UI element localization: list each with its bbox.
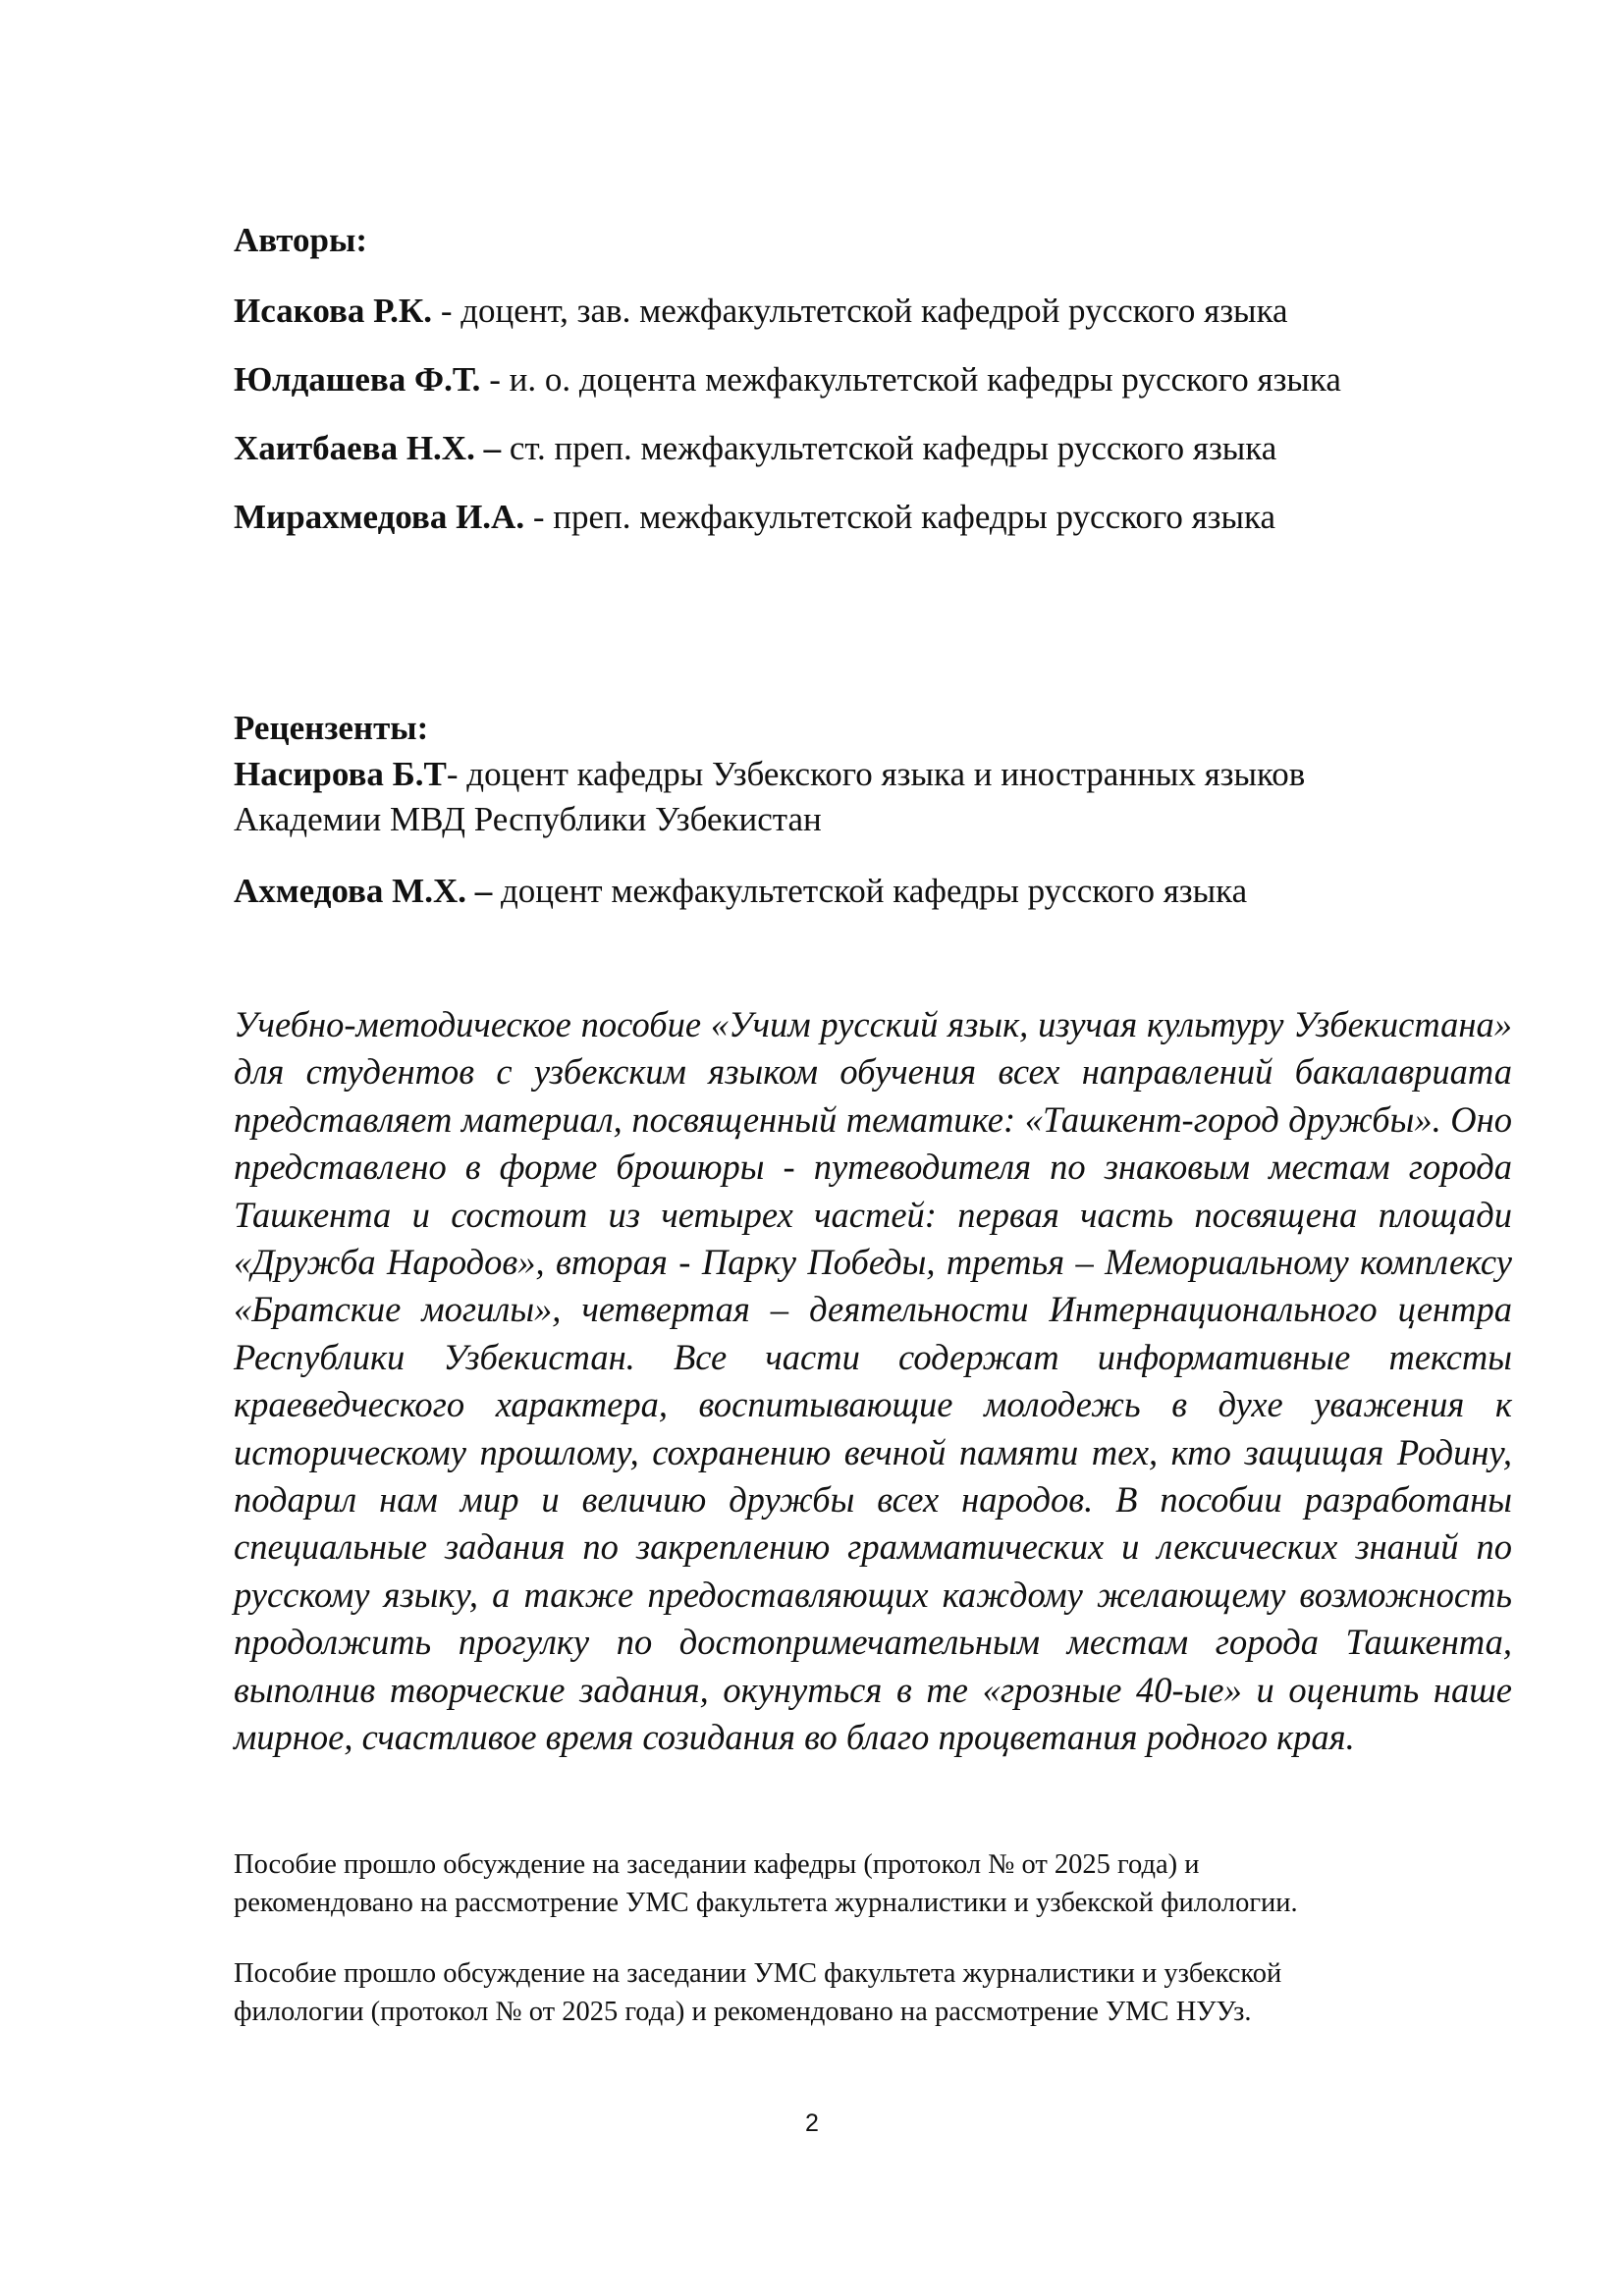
note-line: Пособие прошло обсуждение на заседании кафедры (протокол № от 2025 года) и [234, 1849, 1200, 1880]
author-name: Юлдашева Ф.Т. [234, 360, 481, 399]
authors-heading: Авторы: [234, 221, 367, 259]
reviewer-name: Насирова Б.Т [234, 755, 447, 793]
reviewer-role: - доцент кафедры Узбекского языка и иностранных языков [446, 755, 1306, 793]
author-name: Хаитбаева Н.Х. – [234, 429, 502, 467]
author-role: ст. преп. межфакультетской кафедры русского языка [501, 429, 1277, 467]
note-line: филологии (протокол № от 2025 года) и рекомендовано на рассмотрение УМС НУУз. [234, 1997, 1252, 2027]
author-line [234, 498, 1510, 537]
author-line [234, 292, 1510, 331]
author-role: - и. о. доцента межфакультетской кафедры русского языка [480, 360, 1341, 399]
author-name: Мирахмедова И.А. [234, 498, 525, 536]
reviewer-role: доцент межфакультетской кафедры русского языка [492, 872, 1248, 910]
faculty-approval-note [234, 1954, 1540, 2031]
page-number: 2 [805, 2109, 819, 2137]
reviewer-role-continued: Академии МВД Республики Узбекистан [234, 800, 822, 838]
reviewer-entry [234, 869, 1510, 914]
reviewers-heading: Рецензенты: [234, 709, 429, 747]
reviewer-entry [234, 752, 1510, 842]
note-line: Пособие прошло обсуждение на заседании УМС факультета журналистики и узбекской [234, 1958, 1282, 1989]
department-approval-note [234, 1845, 1540, 1922]
author-role: - доцент, зав. межфакультетской кафедрой русского языка [432, 292, 1288, 330]
author-name: Исакова Р.К. [234, 292, 433, 330]
abstract-paragraph: Учебно-методическое пособие «Учим русский язык, изучая культуру Узбекистана» для студентов с узбекским языком обучения всех направлений бакалавриата представляет материал, посвященный тематике: «Ташкент-город дружбы». Оно представлено в форме брошюры - путеводителя по знаковым местам города Ташкента и состоит из четырех частей: первая часть посвящена площади «Дружба Народов», вторая - Парку Победы, третья – Мемориальному комплексу «Братские могилы», четвертая – деятельности Интернационального центра Республики Узбекистан. Все части содержат информативные тексты краеведческого характера, воспитывающие молодежь в духе уважения к историческому прошлому, сохранению вечной памяти тех, кто защищая Родину, подарил нам мир и величию дружбы всех народов. В пособии разработаны специальные задания по закреплению грамматических и лексических знаний по русскому языку, а также предоставляющих каждому желающему возможность продолжить прогулку по достопримечательным местам города Ташкента, выполнив творческие задания, окунуться в те «грозные 40-ые» и оценить наше мирное, счастливое время созидания во благо процветания родного края. [234, 1004, 1512, 1758]
note-line: рекомендовано на рассмотрение УМС факультета журналистики и узбекской филологии. [234, 1888, 1298, 1918]
author-line [234, 360, 1510, 400]
reviewer-name: Ахмедова М.Х. – [234, 872, 493, 910]
author-role: - преп. межфакультетской кафедры русского языка [524, 498, 1276, 536]
author-line [234, 429, 1510, 468]
